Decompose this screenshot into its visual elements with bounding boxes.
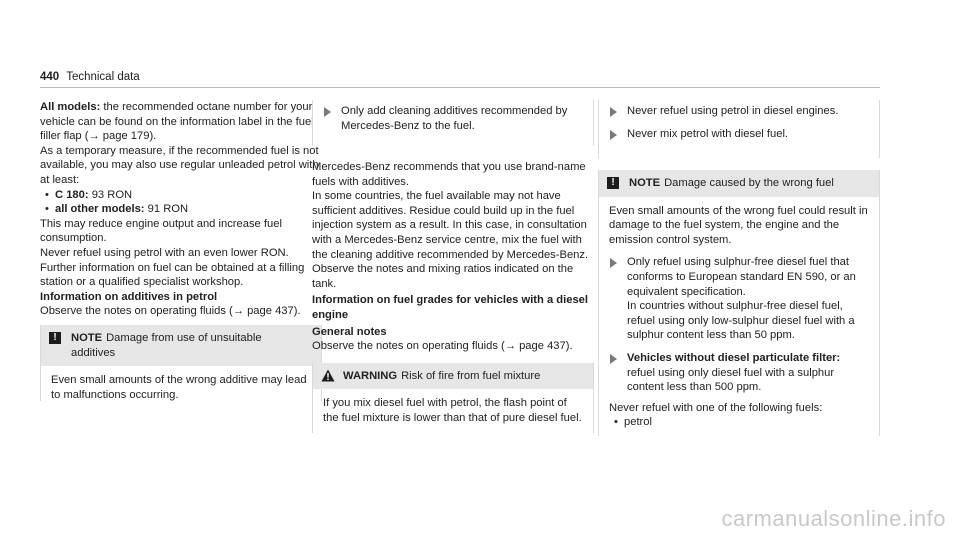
observe-notes-paragraph: Observe the notes on operating fluids (→ page 437).	[40, 305, 301, 318]
wrong-fuel-paragraph: Even small amounts of the wrong fuel could result in damage to the fuel system, the engine and the emission control system.	[609, 204, 868, 246]
tip-box	[312, 100, 594, 146]
note-body	[599, 197, 879, 430]
warning-header	[313, 363, 593, 390]
note-header	[599, 170, 879, 197]
tip-text: Never refuel using petrol in diesel engines.	[627, 105, 839, 117]
tip-item	[599, 127, 879, 142]
tip-text: Never mix petrol with diesel fuel.	[627, 127, 789, 140]
tip-text: Only refuel using sulphur-free diesel fuel that conforms to European standard EN 590, or an equivalent specification.	[627, 256, 856, 298]
arrow-right-icon	[610, 130, 617, 140]
further-info-paragraph: Further information on fuel can be obtained at a filling station or a qualified specialist workshop.	[40, 261, 305, 289]
list-item	[40, 188, 322, 203]
page-header	[40, 70, 140, 85]
notice-icon: !	[607, 177, 619, 189]
octane-text: the recommended octane number for your vehicle can be found on the information label in the fuel filler flap (→ page 179).	[40, 101, 314, 143]
diesel-heading: Information on fuel grades for vehicles with a diesel engine	[312, 294, 589, 321]
tip-text: Only add cleaning additives recommended by Mercedes-Benz to the fuel.	[341, 105, 568, 132]
watermark: carmanualsonline.info	[721, 506, 946, 532]
list-item	[40, 202, 322, 217]
warning-title: WARNING	[343, 369, 398, 382]
column-1	[40, 100, 322, 401]
warning-box	[312, 363, 594, 433]
never-refuel-paragraph: Never refuel with one of the following fuels:	[609, 401, 823, 414]
notice-icon: !	[49, 332, 61, 344]
temporary-measure-paragraph: As a temporary measure, if the recommended fuel is not available, you may also use regular unleaded petrol with at least:	[40, 144, 319, 186]
residue-paragraph: In some countries, the fuel available may not have sufficient additives. Residue could build up in the fuel injection system as a result. In this case, in consultation with a Mercedes-Benz service centre, mix the fuel with the cleaning additive recommended by Mercedes-Benz. Observe the notes and mixing ratios indicated on the tank.	[312, 190, 589, 290]
arrow-right-icon	[610, 258, 617, 268]
tip-text: In countries without sulphur-free diesel fuel, refuel using only low-sulphur diesel fuel with a sulphur content less than 50 ppm.	[627, 300, 855, 342]
tip-box	[598, 100, 880, 158]
tip-text: refuel using only diesel fuel with a sulphur content less than 500 ppm.	[627, 366, 835, 394]
note-title: NOTE	[71, 331, 103, 344]
column-3	[598, 100, 880, 436]
page-number: 440	[40, 71, 60, 83]
ron-list	[40, 188, 322, 217]
tip-item	[599, 104, 879, 119]
list-item: • petrol	[609, 415, 869, 430]
additives-heading: Information on additives in petrol	[40, 290, 218, 303]
list-item-value: 91 RON	[144, 203, 189, 216]
note-title-text: Damage caused by the wrong fuel	[664, 177, 834, 189]
brand-fuels-paragraph: Mercedes-Benz recommends that you use brand-name fuels with additives.	[312, 161, 586, 188]
warning-body: If you mix diesel fuel with petrol, the flash point of the fuel mixture is lower than that of pure diesel fuel.	[323, 397, 582, 424]
tip-item	[599, 351, 869, 395]
note-box	[40, 325, 322, 401]
general-notes-heading: General notes	[312, 325, 387, 338]
tip-item	[313, 104, 593, 133]
note-title-text: Damage from use of unsuitable additives	[71, 331, 262, 359]
page-section-title: Technical data	[66, 71, 140, 83]
list-item-value: 93 RON	[88, 188, 133, 201]
warning-title-text: Risk of fire from fuel mixture	[401, 369, 541, 382]
warning-triangle-icon	[321, 369, 335, 382]
arrow-right-icon	[610, 107, 617, 117]
arrow-right-icon	[610, 354, 617, 364]
note-body: Even small amounts of the wrong additive may lead to malfunctions occurring.	[51, 374, 307, 401]
octane-paragraph	[40, 100, 322, 144]
note-title: NOTE	[629, 177, 661, 189]
note-header	[41, 325, 321, 366]
column-2	[312, 100, 594, 433]
list-item-label: C 180:	[55, 188, 89, 201]
note-box	[598, 170, 880, 436]
forbidden-fuels-list	[609, 415, 869, 430]
list-item-label: all other models:	[55, 203, 145, 216]
all-models-label: All models:	[40, 101, 101, 113]
tip-label: Vehicles without diesel particulate filter:	[627, 351, 841, 364]
header-divider	[40, 87, 880, 88]
arrow-right-icon	[324, 107, 331, 117]
tip-item	[599, 255, 869, 343]
observe-notes-paragraph: Observe the notes on operating fluids (→ page 437).	[312, 340, 573, 353]
never-refuel-paragraph: Never refuel using petrol with an even lower RON.	[40, 246, 289, 259]
engine-output-paragraph: This may reduce engine output and increase fuel consumption.	[40, 217, 282, 245]
